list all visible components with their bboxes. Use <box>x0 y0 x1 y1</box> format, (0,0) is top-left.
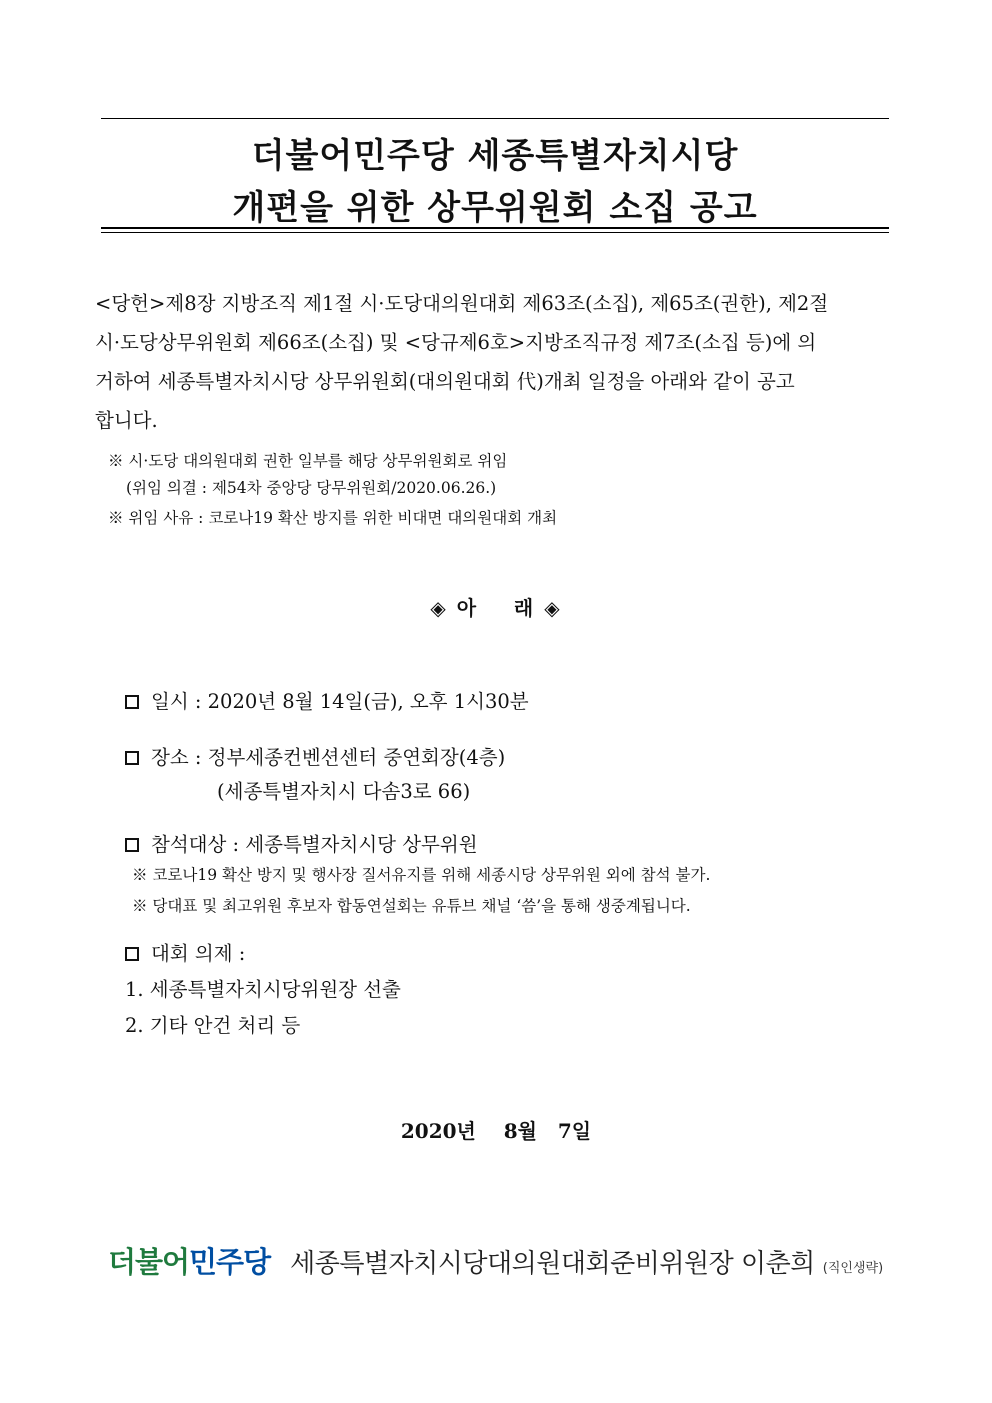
body-line: 합니다. <box>95 409 158 432</box>
attendees-text: 참석대상 : 세종특별자치시당 상무위원 <box>151 833 478 856</box>
section-heading: ◈ 아 래 ◈ <box>430 596 562 620</box>
checkbox-square-icon <box>125 947 139 961</box>
checkbox-square-icon <box>125 695 139 709</box>
announcement-date: 2020년 8월 7일 <box>400 1119 592 1143</box>
page-title-line-1: 더불어민주당 세종특별자치시당 <box>251 136 739 176</box>
agenda-entry: 2. 기타 안건 처리 등 <box>125 1014 301 1037</box>
place-text: 장소 : 정부세종컨벤션센터 중연회장(4층) <box>151 746 506 769</box>
body-line: 거하여 세종특별자치시당 상무위원회(대의원대회 代)개최 일정을 아래와 같이 공고 <box>95 370 795 393</box>
title-rule-top <box>101 118 889 119</box>
agenda-item <box>125 938 245 966</box>
body-line: <당헌>제8장 지방조직 제1절 시·도당대의원대회 제63조(소집), 제65조(권한), 제2절 <box>95 292 829 315</box>
body-paragraph <box>95 284 900 440</box>
livestream-note: ※ 당대표 및 최고위원 후보자 합동연설회는 유튜브 채널 ‘씀’을 통해 생중계됩니다. <box>132 897 691 915</box>
delegation-reason-note: ※ 위임 사유 : 코로나19 확산 방지를 위한 비대면 대의원대회 개최 <box>108 509 558 527</box>
seal-omitted-note: (직인생략) <box>822 1261 884 1276</box>
attendees-note: ※ 코로나19 확산 방지 및 행사장 질서유지를 위해 세종시당 상무위원 외에 참석 불가. <box>132 866 711 884</box>
title-rule-bottom-thick <box>101 227 889 229</box>
title-rule-bottom-thin <box>101 232 889 233</box>
place-address: (세종특별자치시 다솜3로 66) <box>217 780 471 803</box>
agenda-entry: 1. 세종특별자치시당위원장 선출 <box>125 978 401 1001</box>
datetime-text: 일시 : 2020년 8월 14일(금), 오후 1시30분 <box>151 690 529 713</box>
checkbox-square-icon <box>125 751 139 765</box>
body-line: 시·도당상무위원회 제66조(소집) 및 <당규제6호>지방조직규정 제7조(소집 등)에 의 <box>95 331 817 354</box>
page-title-line-2: 개편을 위한 상무위원회 소집 공고 <box>232 188 758 228</box>
delegation-resolution-note: (위임 의결 : 제54차 중앙당 당무위원회/2020.06.26.) <box>126 479 497 497</box>
signer-name: 세종특별자치시당대의원대회준비위원장 이춘희 <box>290 1249 815 1279</box>
agenda-label: 대회 의제 : <box>151 942 246 965</box>
delegation-note: ※ 시·도당 대의원대회 권한 일부를 해당 상무위원회로 위임 <box>108 452 508 470</box>
checkbox-square-icon <box>125 838 139 852</box>
party-logo: 더불어민주당 <box>108 1245 271 1279</box>
place-item <box>125 742 505 770</box>
signature-block <box>108 1240 883 1281</box>
datetime-item <box>125 686 529 714</box>
attendees-item <box>125 829 478 857</box>
